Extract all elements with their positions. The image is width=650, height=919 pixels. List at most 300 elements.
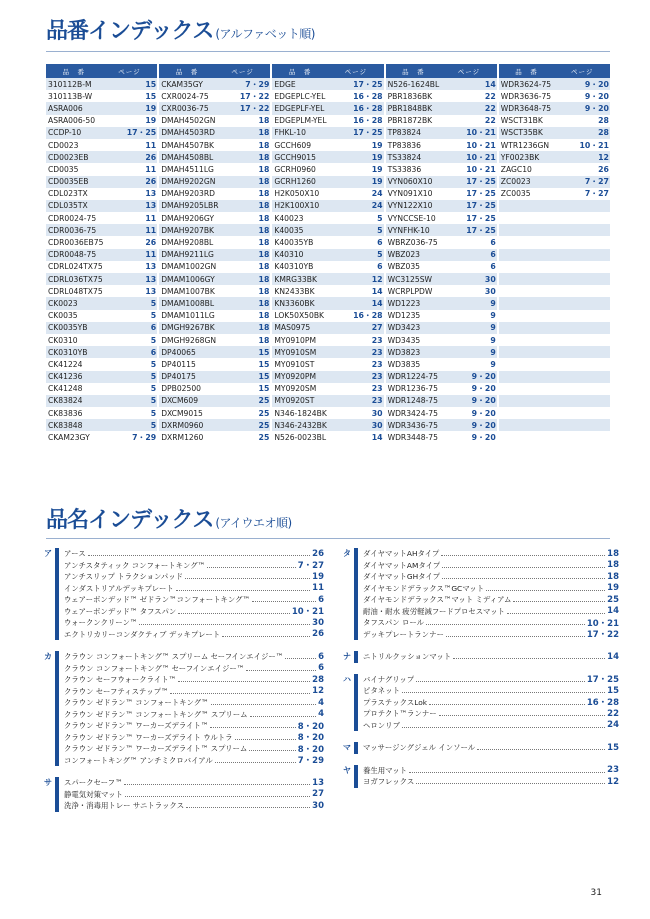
table-row — [159, 310, 270, 322]
table-row — [272, 188, 383, 200]
table-row — [386, 297, 497, 309]
list-item — [343, 720, 619, 732]
page-ref: 17・25 — [126, 128, 157, 138]
page-ref: 22 — [484, 103, 496, 113]
table-row — [46, 407, 157, 419]
page-ref: 5 — [150, 311, 157, 321]
part-number: ASRA006-50 — [48, 116, 96, 126]
index-marker-bar — [55, 686, 59, 698]
table-row — [159, 212, 270, 224]
page-ref: 9 — [490, 298, 496, 308]
page-ref: 25 — [258, 408, 270, 418]
page-ref: 5 — [150, 384, 157, 394]
page-ref: 6 — [490, 250, 496, 260]
part-index-heading: 品番インデックス — [46, 19, 214, 44]
index-group — [44, 548, 324, 640]
dot-leader — [88, 555, 311, 556]
dot-leader — [210, 727, 296, 728]
table-row — [386, 139, 497, 151]
table-row — [499, 371, 610, 383]
table-row — [46, 261, 157, 273]
page-ref: 22 — [484, 91, 496, 101]
table-row — [159, 200, 270, 212]
part-number: K40310 — [274, 250, 304, 260]
table-row — [499, 322, 610, 334]
table-row — [46, 419, 157, 431]
part-number: WDR1224-75 — [387, 372, 438, 382]
index-marker-bar — [55, 617, 59, 629]
part-number: DMAH4503RD — [161, 128, 215, 138]
page-ref: 14 — [607, 606, 619, 617]
part-number: CK41248 — [48, 384, 83, 394]
item-name: クラウン セーフティステップ™ — [64, 686, 169, 696]
page-ref: 9・20 — [471, 396, 496, 406]
item-name: クラウン コンフォートキング™ セーフインエイジー™ — [64, 663, 245, 673]
index-marker-bar — [55, 663, 59, 675]
part-number: K40035 — [274, 225, 304, 235]
dot-leader — [446, 636, 585, 637]
table-row — [386, 188, 497, 200]
part-number: CK0023 — [48, 298, 78, 308]
item-name: ピタネット — [363, 686, 400, 696]
index-marker-bar — [55, 583, 59, 595]
table-row — [159, 151, 270, 163]
list-item — [343, 629, 619, 641]
page-ref: 9 — [490, 311, 496, 321]
table-row — [46, 188, 157, 200]
table-row — [386, 346, 497, 358]
page-ref: 18 — [258, 335, 270, 345]
part-number: WDR3624-75 — [500, 79, 552, 89]
table-row — [386, 273, 497, 285]
item-name: クラウン ゼドラン™ コンフォートキング™ スプリーム — [64, 709, 248, 719]
part-number: VYN060X10 — [387, 177, 433, 187]
dot-leader — [185, 578, 310, 579]
page-ref: 5 — [377, 225, 383, 235]
table-row — [272, 249, 383, 261]
list-item — [44, 663, 324, 675]
page-ref: 23 — [371, 335, 383, 345]
page-ref: 10・21 — [466, 164, 496, 174]
list-item — [343, 674, 619, 686]
index-marker-bar — [55, 789, 59, 801]
page-ref: 7・27 — [297, 561, 324, 572]
header-page-label: ページ — [457, 67, 481, 76]
page-ref: 5 — [150, 408, 157, 418]
page-ref: 18 — [258, 189, 270, 199]
table-row — [499, 383, 610, 395]
kana-label: ア — [44, 549, 52, 559]
page-ref: 23 — [607, 765, 619, 776]
table-row — [499, 285, 610, 297]
page-ref: 17・25 — [353, 79, 383, 89]
part-number: CD0023 — [48, 140, 79, 150]
table-row — [46, 346, 157, 358]
table-row — [46, 395, 157, 407]
part-number: H2K100X10 — [274, 201, 320, 211]
table-row — [272, 139, 383, 151]
page-ref: 9・20 — [471, 372, 496, 382]
table-row — [386, 115, 497, 127]
table-row — [272, 383, 383, 395]
page-ref: 12 — [312, 686, 324, 697]
table-row — [272, 395, 383, 407]
page-ref: 26 — [598, 164, 609, 174]
index-marker-bar — [354, 651, 358, 663]
dot-leader — [124, 784, 310, 785]
part-number: WDR3636-75 — [500, 91, 552, 101]
part-number: MY0920SM — [274, 384, 317, 394]
part-number: CK0310YB — [48, 347, 88, 357]
page-ref: 19 — [607, 583, 619, 594]
page-ref: 8・20 — [297, 721, 324, 732]
page-ref: 28 — [598, 116, 609, 126]
page-ref: 5 — [150, 396, 157, 406]
page-ref: 5 — [150, 359, 157, 369]
list-item — [44, 777, 324, 789]
item-name: アンチスリップ トラクションパッド — [64, 572, 184, 582]
table-row — [272, 163, 383, 175]
page-ref: 14 — [484, 79, 496, 89]
table-row — [46, 102, 157, 114]
page-ref: 23 — [371, 396, 383, 406]
table-row — [499, 102, 610, 114]
item-name: クラウン ゼドラン™ コンフォートキング™ — [64, 698, 209, 708]
page-ref: 6 — [490, 262, 496, 272]
table-row — [272, 236, 383, 248]
page-ref: 17・22 — [239, 103, 270, 113]
dot-leader — [125, 796, 310, 797]
page-ref: 14 — [371, 298, 383, 308]
page-ref: 26 — [145, 238, 157, 248]
part-number: CD0035 — [48, 164, 79, 174]
page-ref: 7・29 — [245, 79, 270, 89]
page-ref: 9・20 — [584, 79, 609, 89]
list-item — [343, 583, 619, 595]
page-ref: 24 — [371, 189, 383, 199]
part-number: WCRPLPDW — [387, 286, 433, 296]
index-marker-bar — [55, 800, 59, 812]
header-page-label: ページ — [344, 67, 367, 76]
table-row — [46, 224, 157, 236]
table-row — [386, 163, 497, 175]
part-number: CDRL048TX75 — [48, 286, 103, 296]
dot-leader — [178, 613, 290, 614]
part-number: DMAM1011LG — [161, 311, 215, 321]
page-ref: 23 — [371, 347, 383, 357]
part-number: K40035YB — [274, 238, 314, 248]
part-number: CDL023TX — [48, 189, 88, 199]
table-row — [159, 224, 270, 236]
part-number: DMAH9211LG — [161, 250, 214, 260]
list-item — [343, 594, 619, 606]
page-ref: 30 — [484, 274, 496, 284]
table-row — [46, 371, 157, 383]
item-name: デッキプレートランナー — [363, 629, 444, 639]
part-number: WDR3424-75 — [387, 408, 438, 418]
page-ref: 9 — [490, 359, 496, 369]
index-marker-bar — [354, 708, 358, 720]
part-number: WBZ035 — [387, 262, 420, 272]
page-ref: 18 — [258, 201, 270, 211]
item-name: ウォークンクリーン™ — [64, 618, 138, 628]
page-ref: 28 — [598, 128, 609, 138]
page-ref: 17・22 — [239, 91, 270, 101]
table-row — [46, 431, 157, 443]
part-index-column-header — [159, 64, 270, 78]
part-number: TP83824 — [387, 128, 421, 138]
page-ref: 25 — [607, 594, 619, 605]
page-ref: 17・25 — [586, 675, 619, 686]
table-row — [272, 200, 383, 212]
index-marker-bar — [354, 606, 358, 618]
part-number: WDR3448-75 — [387, 433, 438, 443]
part-number: DP40065 — [161, 347, 196, 357]
table-row — [159, 127, 270, 139]
part-index-column — [386, 64, 497, 444]
dot-leader — [513, 601, 605, 602]
page-ref: 18 — [607, 571, 619, 582]
table-row — [159, 346, 270, 358]
page-ref: 15 — [258, 347, 270, 357]
page-ref: 12 — [371, 274, 383, 284]
part-number: CDRL024TX75 — [48, 262, 103, 272]
part-number: DMAM1002GN — [161, 262, 217, 272]
part-index-column-header — [272, 64, 383, 78]
page-ref: 5 — [150, 298, 157, 308]
table-row — [46, 78, 157, 90]
table-row — [272, 310, 383, 322]
page-ref: 26 — [145, 177, 157, 187]
page-ref: 9・20 — [471, 408, 496, 418]
table-row — [499, 334, 610, 346]
table-row — [499, 224, 610, 236]
index-marker-bar — [354, 674, 358, 686]
part-number: MY0910ST — [274, 359, 315, 369]
page-ref: 7・29 — [132, 433, 157, 443]
part-number: DMAM1007BK — [161, 286, 215, 296]
page-ref: 9・20 — [471, 433, 496, 443]
item-name: アンチスタティック コンフォートキング™ — [64, 560, 205, 570]
table-row — [272, 419, 383, 431]
part-index-column-header — [386, 64, 497, 78]
page-ref: 26 — [145, 152, 157, 162]
page-ref: 18 — [258, 286, 270, 296]
page-ref: 9 — [490, 323, 496, 333]
part-number: WDR3648-75 — [500, 103, 552, 113]
page-ref: 15 — [607, 685, 619, 696]
table-row — [386, 371, 497, 383]
page-ref: 16・28 — [353, 103, 383, 113]
dot-leader — [285, 658, 316, 659]
table-row — [272, 285, 383, 297]
part-number: VYN122X10 — [387, 201, 433, 211]
page-ref: 11 — [145, 164, 157, 174]
part-number: CDR0024-75 — [48, 213, 97, 223]
page-ref: 6 — [490, 238, 496, 248]
index-marker-bar — [55, 777, 59, 789]
list-item — [44, 720, 324, 732]
table-row — [386, 261, 497, 273]
table-row — [272, 115, 383, 127]
table-row — [272, 334, 383, 346]
page-ref: 18 — [258, 323, 270, 333]
kana-label: マ — [343, 743, 351, 753]
item-name: ヘロンリブ — [363, 720, 400, 730]
page-ref: 17・25 — [353, 128, 383, 138]
page-ref: 10・21 — [291, 607, 324, 618]
table-row — [272, 176, 383, 188]
table-row — [499, 273, 610, 285]
table-row — [272, 212, 383, 224]
table-row — [159, 358, 270, 370]
index-marker-bar — [354, 697, 358, 709]
dot-leader — [402, 727, 605, 728]
part-number: EDGE — [274, 79, 296, 89]
part-number: CKAM35GY — [161, 79, 203, 89]
table-row — [499, 163, 610, 175]
list-item — [343, 697, 619, 709]
index-marker-bar — [55, 560, 59, 572]
table-row — [159, 163, 270, 175]
page-ref: 18 — [258, 298, 270, 308]
part-number: ASRA006 — [48, 103, 83, 113]
part-number: TP83836 — [387, 140, 421, 150]
page-ref: 19 — [371, 177, 383, 187]
dot-leader — [416, 681, 585, 682]
item-name: クラウン ゼドラン™ ワーカーズデライト ウルトラ — [64, 732, 233, 742]
part-number: VYNFHK-10 — [387, 225, 430, 235]
index-marker-bar — [354, 548, 358, 560]
list-item — [44, 755, 324, 767]
part-number: WDR1236-75 — [387, 384, 438, 394]
page-ref: 25 — [258, 420, 270, 430]
dot-leader — [486, 590, 605, 591]
part-index-column — [272, 64, 383, 444]
item-name: インダストリアルデッキプレート — [64, 583, 174, 593]
index-marker-bar — [354, 594, 358, 606]
part-index-subheading: (アルファベット順) — [215, 27, 315, 41]
table-row — [272, 224, 383, 236]
part-number: DMAH9203RD — [161, 189, 215, 199]
page-ref: 7・27 — [584, 189, 609, 199]
table-row — [386, 358, 497, 370]
page-ref: 30 — [312, 800, 324, 811]
part-number: DMAH9206GY — [161, 213, 214, 223]
part-number: WD3835 — [387, 359, 421, 369]
table-row — [386, 176, 497, 188]
table-row — [159, 249, 270, 261]
item-name: アース — [64, 549, 86, 559]
part-number: DXCM9015 — [161, 408, 203, 418]
part-number: DMAM1008BL — [161, 298, 215, 308]
page-ref: 22 — [484, 116, 496, 126]
list-item — [343, 776, 619, 788]
part-number: CK0035 — [48, 311, 78, 321]
table-row — [499, 90, 610, 102]
dot-leader — [207, 567, 296, 568]
page-ref: 18 — [258, 177, 270, 187]
table-row — [159, 188, 270, 200]
list-item — [343, 571, 619, 583]
dot-leader — [429, 704, 585, 705]
table-row — [159, 102, 270, 114]
page-ref: 11 — [145, 140, 157, 150]
part-number: WD3423 — [387, 323, 421, 333]
name-index-left-column — [44, 548, 324, 823]
table-row — [499, 151, 610, 163]
page-ref: 16・28 — [353, 311, 383, 321]
table-row — [159, 176, 270, 188]
table-row — [386, 383, 497, 395]
part-number: CKAM23GY — [48, 433, 90, 443]
page-ref: 18 — [607, 548, 619, 559]
part-number: WBZ023 — [387, 250, 420, 260]
part-number: GCCH609 — [274, 140, 312, 150]
dot-leader — [222, 636, 310, 637]
page-ref: 19 — [312, 571, 324, 582]
table-row — [159, 90, 270, 102]
table-row — [499, 310, 610, 322]
index-group — [343, 651, 619, 663]
index-marker-bar — [55, 594, 59, 606]
table-row — [159, 139, 270, 151]
page-ref: 4 — [318, 697, 324, 708]
table-row — [386, 395, 497, 407]
index-group — [343, 674, 619, 732]
part-number: TS33824 — [387, 152, 422, 162]
part-number: PBR1872BK — [387, 116, 433, 126]
page-ref: 10・21 — [466, 152, 496, 162]
table-row — [46, 358, 157, 370]
kana-label: ヤ — [343, 765, 351, 775]
table-row — [272, 346, 383, 358]
item-name: クラウン ゼドラン™ ワーカーズデライト™ スプリーム — [64, 744, 248, 754]
table-row — [499, 236, 610, 248]
page-ref: 5 — [150, 335, 157, 345]
part-number: MY0910SM — [274, 347, 317, 357]
dot-leader — [441, 555, 605, 556]
part-number: KN2433BK — [274, 286, 315, 296]
page-ref: 17・25 — [466, 225, 496, 235]
header-part-label: 品 番 — [402, 67, 425, 76]
table-row — [272, 151, 383, 163]
page-ref: 8・20 — [297, 733, 324, 744]
index-group — [44, 651, 324, 766]
part-number: YF0023BK — [500, 152, 540, 162]
part-number: K40310YB — [274, 262, 314, 272]
table-row — [499, 188, 610, 200]
page-ref: 14 — [607, 651, 619, 662]
part-number: K40023 — [274, 213, 304, 223]
table-row — [386, 407, 497, 419]
page-ref: 30 — [371, 408, 383, 418]
dot-leader — [442, 567, 605, 568]
page-ref: 30 — [312, 617, 324, 628]
table-row — [386, 127, 497, 139]
table-row — [159, 115, 270, 127]
table-row — [46, 249, 157, 261]
table-row — [499, 212, 610, 224]
page-ref: 18 — [258, 152, 270, 162]
page-ref: 24 — [371, 201, 383, 211]
table-row — [159, 236, 270, 248]
table-row — [159, 419, 270, 431]
part-number: CXR0036-75 — [161, 103, 209, 113]
table-row — [499, 115, 610, 127]
table-row — [46, 236, 157, 248]
table-row — [159, 383, 270, 395]
